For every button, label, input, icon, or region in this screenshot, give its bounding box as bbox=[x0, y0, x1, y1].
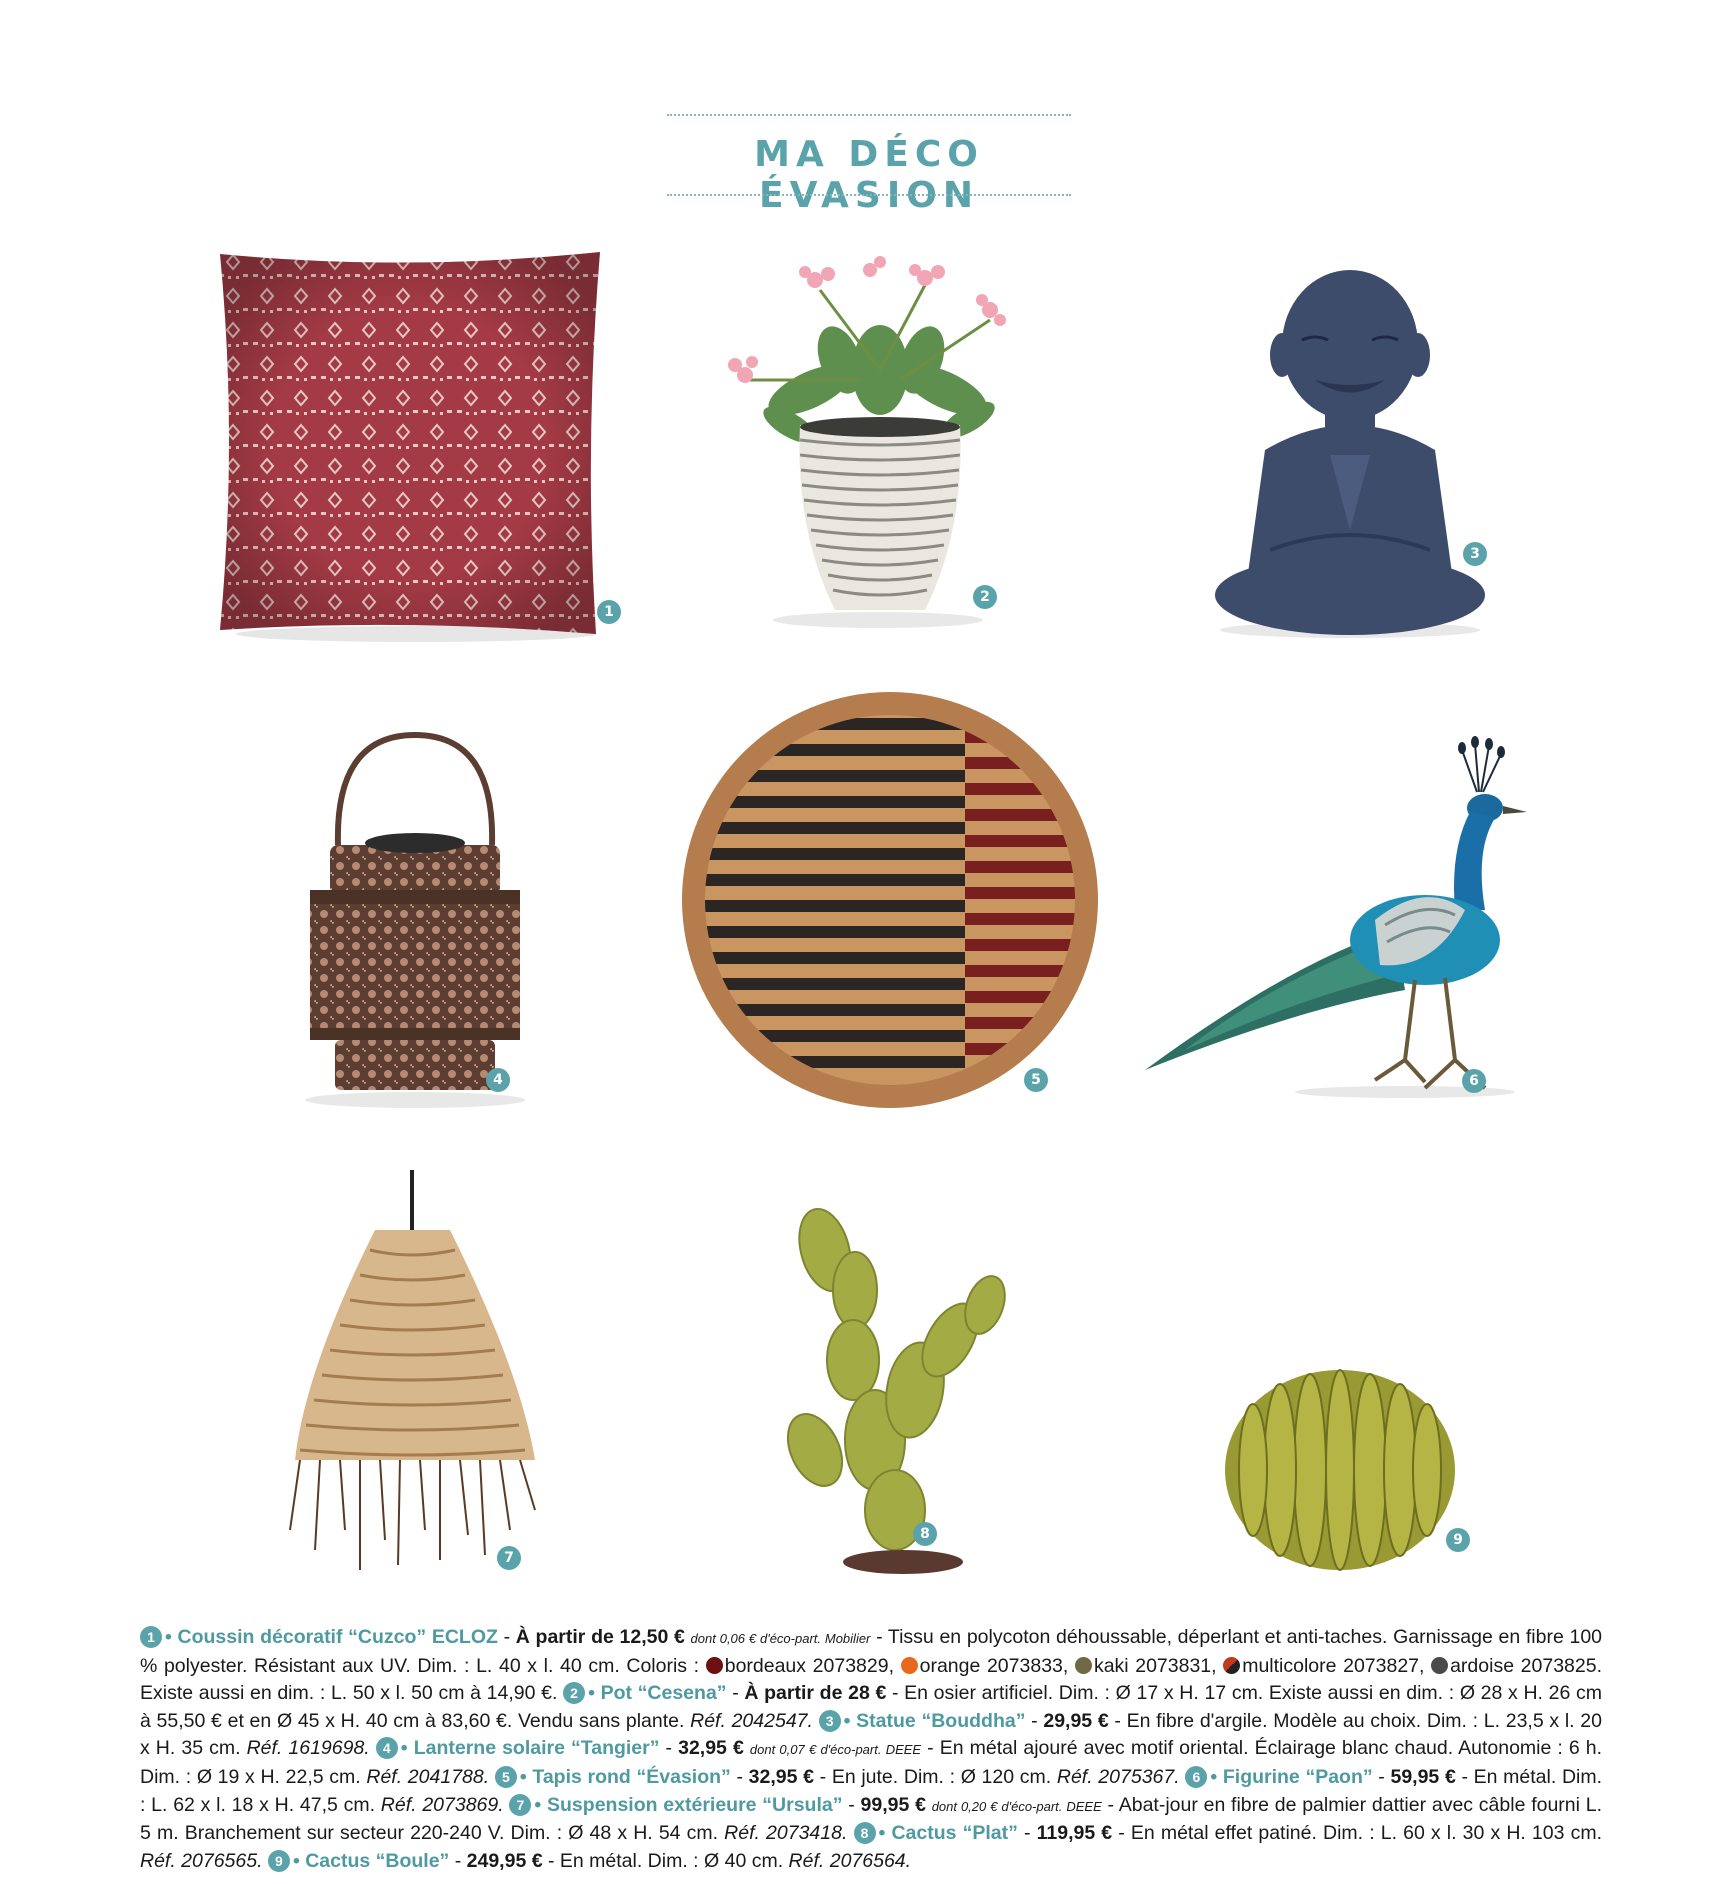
item-7-ref: Réf. 2073418. bbox=[724, 1822, 848, 1845]
badge-5: 5 bbox=[1024, 1068, 1048, 1092]
product-rug[interactable] bbox=[680, 690, 1100, 1110]
item-6-name: Figurine “Paon” bbox=[1222, 1765, 1373, 1788]
item-8-name: Cactus “Plat” bbox=[891, 1822, 1018, 1845]
color-ardoise: ardoise 2073825. bbox=[1450, 1654, 1602, 1677]
badge-7: 7 bbox=[497, 1546, 521, 1570]
item-8-ref: Réf. 2076565. bbox=[140, 1849, 263, 1872]
product-lantern[interactable] bbox=[300, 730, 530, 1110]
color-kaki: kaki 2073831, bbox=[1093, 1654, 1217, 1677]
swatch-kaki bbox=[1075, 1657, 1092, 1674]
item-1-desc: Tissu en polycoton déhoussable, déperlant et anti-taches. Garnissage en fibre 100 % polyester. Résistant aux UV. Dim. : L. 40 x l. 40 cm. Coloris : bbox=[140, 1626, 1603, 1677]
item-7-desc: Abat-jour en fibre de palmier dattier avec câble fourni L. 5 m. Branchement sur secteur 220-240 V. Dim. : Ø 48 x H. 54 cm. bbox=[140, 1793, 1602, 1845]
item-4-eco: dont 0,07 € d'éco-part. DEEE bbox=[749, 1742, 922, 1758]
item-4-price: 32,95 € bbox=[678, 1737, 744, 1760]
product-pendant-lamp[interactable] bbox=[290, 1170, 540, 1580]
color-multicolore: multicolore 2073827, bbox=[1242, 1654, 1425, 1677]
num-badge-1: 1 bbox=[140, 1626, 162, 1648]
cactus-boule-image bbox=[1225, 1370, 1485, 1580]
item-9-desc: En métal. Dim. : Ø 40 cm. bbox=[559, 1849, 784, 1872]
num-badge-3: 3 bbox=[819, 1710, 841, 1732]
swatch-multicolore bbox=[1223, 1657, 1240, 1674]
badge-6: 6 bbox=[1462, 1069, 1486, 1093]
badge-9: 9 bbox=[1446, 1528, 1470, 1552]
item-8-desc: En métal effet patiné. Dim. : L. 60 x l. 30 x H. 103 cm. bbox=[1130, 1822, 1602, 1845]
num-badge-6: 6 bbox=[1185, 1766, 1207, 1788]
round-rug-image bbox=[680, 690, 1100, 1110]
header-bottom-rule bbox=[667, 194, 1071, 196]
item-7-eco: dont 0,20 € d'éco-part. DEEE bbox=[931, 1798, 1102, 1814]
item-2-name: Pot “Cesena” bbox=[600, 1682, 727, 1705]
item-5-name: Tapis rond “Évasion” bbox=[532, 1765, 731, 1788]
item-3-price: 29,95 € bbox=[1043, 1709, 1109, 1732]
flower-pot-image bbox=[690, 250, 1020, 630]
color-bordeaux: bordeaux 2073829, bbox=[724, 1654, 894, 1677]
item-9-name: Cactus “Boule” bbox=[305, 1849, 450, 1872]
num-badge-9: 9 bbox=[268, 1850, 290, 1872]
item-5-desc: En jute. Dim. : Ø 120 cm. bbox=[831, 1765, 1052, 1788]
product-cushion[interactable] bbox=[216, 250, 614, 640]
num-badge-7: 7 bbox=[509, 1794, 531, 1816]
num-badge-5: 5 bbox=[495, 1766, 517, 1788]
product-peacock[interactable] bbox=[1125, 720, 1525, 1110]
badge-2: 2 bbox=[973, 585, 997, 609]
item-6-price: 59,95 € bbox=[1390, 1765, 1456, 1788]
item-3-ref: Réf. 1619698. bbox=[246, 1737, 370, 1760]
item-6-desc: En métal. Dim. : L. 62 x l. 18 x H. 47,5 cm. bbox=[140, 1765, 1603, 1816]
product-pot[interactable] bbox=[690, 250, 1020, 630]
num-badge-4: 4 bbox=[376, 1737, 398, 1759]
page-title: MA DÉCO ÉVASION bbox=[754, 134, 984, 216]
item-3-name: Statue “Bouddha” bbox=[856, 1709, 1026, 1732]
item-1-eco: dont 0,06 € d'éco-part. Mobilier bbox=[690, 1631, 871, 1646]
item-1-price: À partir de 12,50 € bbox=[515, 1626, 685, 1648]
item-2-price: À partir de 28 € bbox=[744, 1682, 887, 1705]
header-top-rule bbox=[667, 114, 1071, 116]
product-cactus-boule[interactable] bbox=[1225, 1370, 1485, 1580]
item-9-ref: Réf. 2076564. bbox=[788, 1849, 912, 1872]
item-7-price: 99,95 € bbox=[860, 1793, 926, 1816]
item-7-name: Suspension extérieure “Ursula” bbox=[547, 1793, 843, 1816]
item-4-desc: En métal ajouré avec motif oriental. Éclairage blanc chaud. Autonomie : 6 h. Dim. : Ø 19 x H. 22,5 cm. bbox=[140, 1737, 1603, 1788]
product-cactus-plat[interactable] bbox=[785, 1190, 1035, 1580]
item-2-ref: Réf. 2042547. bbox=[690, 1709, 813, 1732]
swatch-ardoise bbox=[1431, 1657, 1448, 1674]
item-5-price: 32,95 € bbox=[748, 1765, 814, 1788]
badge-3: 3 bbox=[1463, 542, 1487, 566]
num-badge-8: 8 bbox=[854, 1822, 876, 1844]
item-9-price: 249,95 € bbox=[466, 1849, 543, 1872]
item-5-ref: Réf. 2075367. bbox=[1056, 1765, 1180, 1788]
pendant-lamp-image bbox=[290, 1170, 540, 1580]
swatch-orange bbox=[901, 1657, 918, 1674]
page-header bbox=[667, 114, 1071, 216]
badge-4: 4 bbox=[486, 1068, 510, 1092]
item-1-name: Coussin décoratif “Cuzco” ECLOZ bbox=[177, 1626, 498, 1648]
item-6-ref: Réf. 2073869. bbox=[380, 1793, 504, 1816]
peacock-figurine-image bbox=[1125, 720, 1525, 1110]
cactus-plat-image bbox=[785, 1190, 1035, 1580]
badge-8: 8 bbox=[913, 1522, 937, 1546]
item-3-desc: En fibre d'argile. Modèle au choix. Dim. : L. 23,5 x l. 20 x H. 35 cm. bbox=[140, 1709, 1602, 1760]
num-badge-2: 2 bbox=[563, 1682, 585, 1704]
item-4-name: Lanterne solaire “Tangier” bbox=[413, 1737, 660, 1760]
buddha-statue-image bbox=[1210, 250, 1500, 640]
cushion-image bbox=[216, 250, 606, 640]
item-1-desc2: Existe aussi en dim. : L. 50 x l. 50 cm à 14,90 €. bbox=[140, 1682, 558, 1705]
color-orange: orange 2073833, bbox=[919, 1654, 1069, 1677]
item-8-price: 119,95 € bbox=[1036, 1822, 1113, 1845]
swatch-bordeaux bbox=[706, 1657, 723, 1674]
lantern-image bbox=[300, 730, 530, 1110]
badge-1: 1 bbox=[597, 600, 621, 624]
product-descriptions: 1 • Coussin décoratif “Cuzco” ECLOZ - À partir de 12,50 € dont 0,06 € d'éco-part. Mobilier - Tissu en polycoton déhoussable, déperlant et anti-taches. Garnissage en fibre 100 % polyester. Résistant aux UV. Dim. : L. 40 x l. 40 cm. Coloris : bordeaux 2073829, orange 2073833, kaki 2073831, multicolore 2073827, ardoise 2073825. Existe aussi en dim. : L. 50 x l. 50 cm à 14,90 €. 2 • Pot “Cesena” - À partir de 28 € - En osier artificiel. Dim. : Ø 17 x H. 17 cm. Existe aussi en dim. : Ø 28 x H. 26 cm à 55,50 € et en Ø 45 x H. 40 cm à 83,60 €. Vendu sans plante. Réf. 2042547. 3 • Statue “Bouddha” - 29,95 € - En fibre d'argile. Modèle au choix. Dim. : L. 23,5 x l. 20 x H. 35 cm. Réf. 1619698. 4 • Lanterne solaire “Tangier” - 32,95 € dont 0,07 € d'éco-part. DEEE - En métal ajouré avec motif oriental. Éclairage blanc chaud. Autonomie : 6 h. Dim. : Ø 19 x H. 22,5 cm. Réf. 2041788. 5 • Tapis rond “Évasion” - 32,95 € - En jute. Dim. : Ø 120 cm. Réf. 2075367. 6 • Figurine “Paon” - 59,95 € - En métal. Dim. : L. 62 x l. 18 x H. 47,5 cm. Réf. 2073869. 7 • Suspension extérieure “Ursula” - 99,95 € dont 0,20 € d'éco-part. DEEE - Abat-jour en fibre de palmier dattier avec câble fourni L. 5 m. Branchement sur secteur 220-240 V. Dim. : Ø 48 x H. 54 cm. Réf. 2073418. 8 • Cactus “Plat” - 119,95 € - En métal effet patiné. Dim. : L. 60 x l. 30 x H. 103 cm. Réf. 2076565. 9 • Cactus “Boule” - 249,95 € - En métal. Dim. : Ø 40 cm. Réf. 2076564. bbox=[140, 1626, 1603, 1872]
product-buddha[interactable] bbox=[1210, 250, 1500, 640]
item-4-ref: Réf. 2041788. bbox=[366, 1765, 490, 1788]
item-2-desc: En osier artificiel. Dim. : Ø 17 x H. 17 cm. Existe aussi en dim. : Ø 28 x H. 26 cm à 55,50 € et en Ø 45 x H. 40 cm à 83,60 €. Vendu sans plante. bbox=[140, 1682, 1602, 1732]
